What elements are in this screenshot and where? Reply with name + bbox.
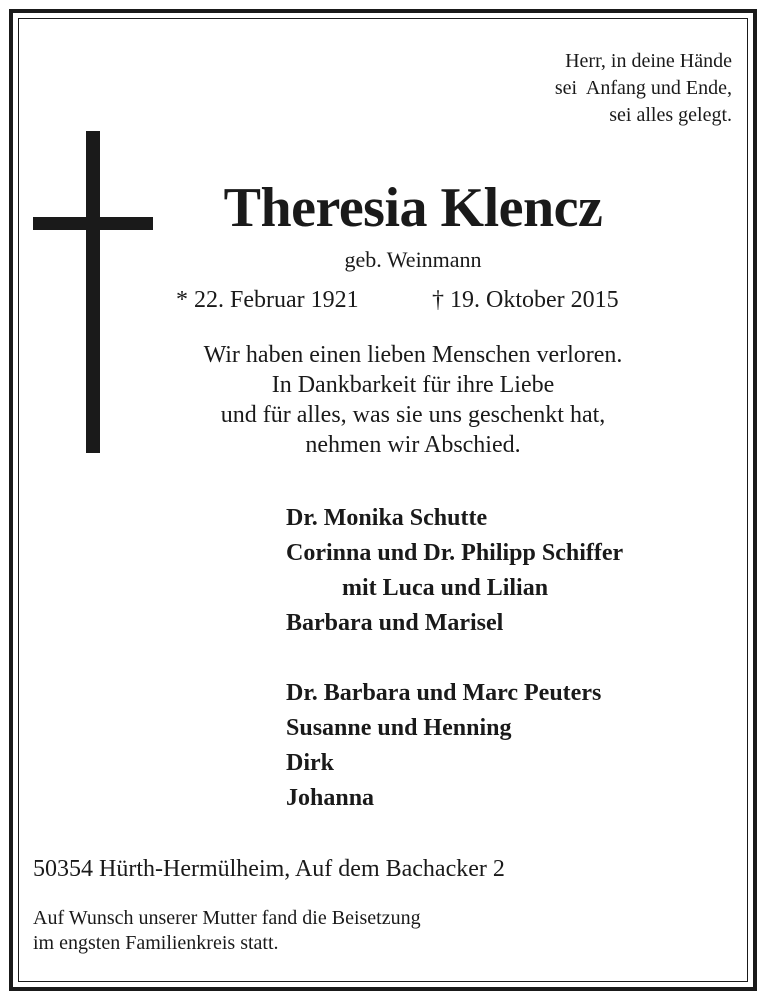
family-member: Corinna und Dr. Philipp Schiffer xyxy=(286,540,624,566)
family-group-2 xyxy=(286,676,601,816)
family-group-1 xyxy=(286,501,623,641)
message-line: und für alles, was sie uns geschenkt hat, xyxy=(220,402,606,428)
deceased-name: Theresia Klencz xyxy=(223,177,603,239)
message-line: In Dankbarkeit für ihre Liebe xyxy=(271,372,555,398)
family-member: Barbara und Marisel xyxy=(286,610,504,636)
family-member: Dr. Monika Schutte xyxy=(286,505,488,531)
message-line: nehmen wir Abschied. xyxy=(305,432,521,458)
note-line: Auf Wunsch unserer Mutter fand die Beisetzung xyxy=(33,907,421,929)
message-line: Wir haben einen lieben Menschen verloren. xyxy=(203,342,623,368)
note-line: im engsten Familienkreis statt. xyxy=(33,932,279,954)
family-member: Susanne und Henning xyxy=(286,715,512,741)
birth-date: * 22. Februar 1921 xyxy=(176,287,359,313)
death-date: † 19. Oktober 2015 xyxy=(432,287,619,313)
burial-note xyxy=(33,906,421,956)
inner-border xyxy=(18,18,748,982)
verse-line: Herr, in deine Hände xyxy=(565,50,732,72)
family-member: Johanna xyxy=(286,785,375,811)
verse-line: sei Anfang und Ende, xyxy=(554,77,732,99)
bible-verse xyxy=(555,48,732,129)
address: 50354 Hürth-Hermülheim, Auf dem Bachacker 2 xyxy=(33,856,505,882)
verse-line: sei alles gelegt. xyxy=(609,104,732,126)
family-member: Dirk xyxy=(286,750,334,776)
farewell-message xyxy=(0,340,766,460)
family-member: Dr. Barbara und Marc Peuters xyxy=(286,680,602,706)
family-member: mit Luca und Lilian xyxy=(342,575,549,601)
maiden-name: geb. Weinmann xyxy=(344,247,482,272)
